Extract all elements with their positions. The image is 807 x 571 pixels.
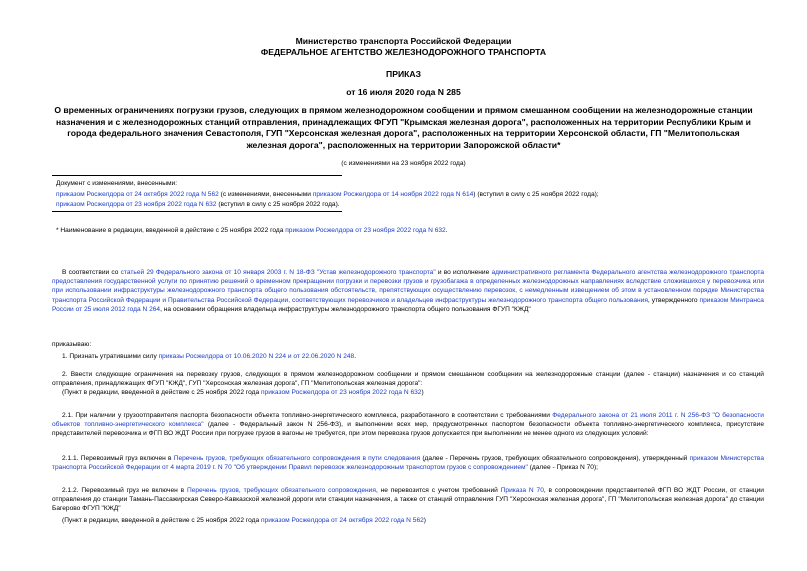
preamble-text: , на основании обращения владельца инфраструктуры железнодорожного транспорта общего пользования ФГУП "КЖД" [160,305,531,313]
item-2-1-1-text: (далее - Приказ N 70); [527,464,598,472]
document-type: ПРИКАЗ [386,69,421,79]
item-2-note-text: (Пункт в редакции, введенной в действие с 25 ноября 2022 года [62,389,261,396]
order-word: приказываю: [52,341,92,348]
item-2-1-2 [52,486,764,514]
amendment-link-614[interactable]: приказом Росжелдора от 14 ноября 2022 года N 614 [312,190,474,198]
agency-name: ФЕДЕРАЛЬНОЕ АГЕНТСТВО ЖЕЛЕЗНОДОРОЖНОГО ТРАНСПОРТА [260,47,547,57]
item-2-1-2-text: , не перевозится с учетом требований [375,487,501,494]
item-2-1-2-note-tail: ) [423,517,426,524]
item-2-1-1-text: (далее - Перечень грузов, требующих обязательного сопровождения), утвержденный [420,455,690,462]
item-2-1 [52,411,764,439]
amendment-text: (с изменениями, внесенными [218,190,313,198]
item-1-tail: . [354,353,357,360]
amendment-text: ) (вступил в силу с 25 ноября 2022 года); [473,190,599,198]
preamble-text: , утвержденного [647,296,700,304]
footnote [56,226,756,237]
amendments-line-1 [56,190,756,201]
footnote-tail: . [445,227,448,234]
preamble-paragraph [52,268,764,314]
item-2-1-1 [52,454,764,472]
divider-bottom [52,211,342,212]
item-2-note [52,388,764,397]
item-1 [52,352,764,361]
escort-list-link-2[interactable]: Перечень грузов, требующих обязательного сопровождения [186,487,376,494]
amendment-text: (вступил в силу с 25 ноября 2022 года). [216,201,340,208]
document-title: О временных ограничениях погрузки грузов, следующих в прямом железнодорожном сообщении и прямом смешанном сообщении на железнодорожные станции назначения и с железнодорожных станций отправления, принадлежащих ФГУП "Крымская железная дорога", расположенных на территории Республики Крым и города федерального значения Севастополя, ГУП "Херсонская железная дорога", расположенных на территории Херсонской области, ГП "Мелитопольская железная дорога", расположенных на территории Запорожской области* [54,105,753,150]
item-2-note-link[interactable]: приказом Росжелдора от 23 ноября 2022 года N 632 [260,389,422,396]
item-2-1-2-text: , в сопровождении представителей ФГП ВО ЖДТ России, от станции отправления до станции Тамань-Пассажирская Северо-Кавказской железной дороги или станции назначения, а также от станций отправления ГУП "Херсонская железная дорога", ГП "Мелитопольская железная дорога" до станции Багерово ФГУП "КЖД" [52,487,764,513]
amendments-block [56,179,756,211]
order-70-link[interactable]: приказом Министерства транспорта Российской Федерации от 4 марта 2019 г. N 70 "Об утверждении Правил перевозок железнодорожным транспортом грузов с сопровождением" [52,455,764,472]
item-2-1-text: (далее - Федеральный закон N 256-ФЗ), и выполнении всех мер, предусмотренных паспортом безопасности объекта топливно-энергетического комплекса, присутствие представителей перевозчика и ФГП ВО ЖДТ России при погрузке грузов в вагоны не требуется, при этом перевозка грузов допускается при выполнении не менее одного из следующих условий: [52,421,765,438]
ministry-name: Министерство транспорта Российской Федерации [295,36,512,46]
item-2-1-1-text: 2.1.1. Перевозимый груз включен в [62,455,174,462]
order-70-link-2[interactable]: Приказа N 70 [500,487,544,494]
item-2-note-tail: ) [421,389,424,396]
document-date-number: от 16 июля 2020 года N 285 [346,87,461,97]
amendments-line-2 [56,200,756,211]
law-link-256fz[interactable]: Федерального закона от 21 июля 2011 г. N 256-ФЗ "О безопасности объектов топливно-энергетического комплекса" [52,412,764,429]
preamble-text: В соответствии со [62,269,121,276]
escort-list-link[interactable]: Перечень грузов, требующих обязательного сопровождения в пути следования [173,455,421,462]
item-2-1-2-note [52,516,764,525]
law-link-18fz[interactable]: статьей 29 Федерального закона от 10 января 2003 г. N 18-ФЗ "Устав железнодорожного транспорта" [120,269,436,276]
footnote-link-632[interactable]: приказом Росжелдора от 23 ноября 2022 года N 632 [285,227,446,234]
item-1-text: 1. Признать утратившими силу [62,353,159,360]
amendments-intro: Документ с изменениями, внесенными: [56,180,178,187]
item-2-1-2-note-link[interactable]: приказом Росжелдора от 24 октября 2022 года N 562 [260,517,424,524]
item-2-1-text: 2.1. При наличии у грузоотправителя паспорта безопасности объекта топливно-энергетического комплекса, разработанного в соответствии с требованиями [62,412,553,419]
item-2-1-2-text: 2.1.2. Перевозимый груз не включен в [62,487,187,494]
footnote-text: * Наименование в редакции, введенной в действие с 25 ноября 2022 года [56,227,286,234]
mintrans-order-link-264[interactable]: приказом Минтранса России от 25 июля 2012 года N 264 [52,296,764,313]
item-2: 2. Ввести следующие ограничения на перевозку грузов, следующих в прямом железнодорожном сообщении и прямом смешанном сообщении на железнодорожные станции (далее - станции) назначения и со станций отправления, принадлежащих ФГУП "КЖД", ГУП "Херсонская железная дорога", ГП "Мелитопольская железная дорога": [52,371,764,388]
item-2-1-2-note-text: (Пункт в редакции, введенной в действие с 25 ноября 2022 года [62,517,261,524]
changes-note: (с изменениями на 23 ноября 2022 года) [341,160,466,167]
amendment-link-562[interactable]: приказом Росжелдора от 24 октября 2022 года N 562 [56,190,219,198]
regulation-link[interactable]: административного регламента Федерального агентства железнодорожного транспорта предоставления государственной услуги по принятию решений о временном прекращении погрузки и перевозки грузов и грузобагажа в определенных железнодорожных направлениях вследствие сложившихся у перевозчика или при использовании инфраструктуры железнодорожного транспорта общего пользования обстоятельств, препятствующих осуществлению перевозок, с немедленным извещением об этом в установленном порядке Министерства транспорта Российской Федерации и Правительства Российской Федерации, соответствующих перевозчиков и владельцев инфраструктуры железнодорожного транспорта общего пользования [52,269,764,304]
preamble-text: и во исполнение [435,269,492,276]
amendment-link-632[interactable]: приказом Росжелдора от 23 ноября 2022 года N 632 [56,201,217,208]
divider-top [52,175,342,176]
item-1-link[interactable]: приказы Росжелдора от 10.06.2020 N 224 и от 22.06.2020 N 248 [158,353,355,360]
